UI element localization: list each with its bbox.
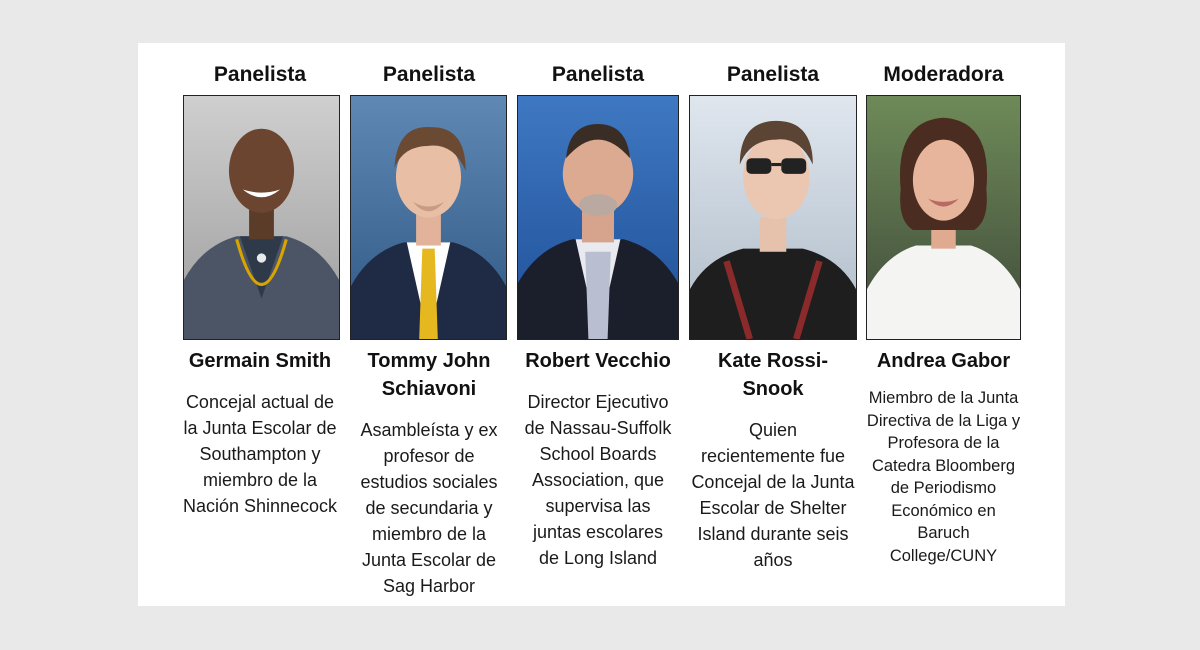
portrait-photo-icon: [183, 95, 340, 340]
person-description: Quien recientemente fue Concejal de la Junta Escolar de Shelter Island durante seis años: [691, 420, 855, 570]
person-name: Andrea Gabor: [876, 350, 1011, 372]
person-description: Director Ejecutivo de Nassau-Suffolk School Boards Association, que supervisa las juntas escolares de Long Island: [524, 392, 672, 568]
portrait-photo-icon: [350, 95, 507, 340]
role-label: Moderadora: [883, 63, 1004, 86]
person-description: Asambleísta y ex profesor de estudios sociales de secundaria y miembro de la Junta Escolar de Sag Harbor: [360, 420, 498, 596]
person-name: Kate Rossi-Snook: [717, 350, 829, 400]
role-label: Panelista: [213, 63, 307, 86]
person-description: Concejal actual de la Junta Escolar de Southampton y miembro de la Nación Shinnecock: [182, 392, 338, 516]
person-name: Germain Smith: [188, 350, 332, 372]
person-name: Tommy John Schiavoni: [367, 350, 491, 400]
role-label: Panelista: [551, 63, 645, 86]
person-name: Robert Vecchio: [525, 350, 671, 372]
portrait-photo-icon: [689, 95, 857, 340]
portrait-photo-icon: [866, 95, 1021, 340]
role-label: Panelista: [726, 63, 820, 86]
role-label: Panelista: [382, 63, 476, 86]
person-description: Miembro de la Junta Directiva de la Liga y Profesora de la Catedra Bloomberg de Periodismo Económico en Baruch College/CUNY: [866, 389, 1021, 565]
portrait-photo-icon: [517, 95, 679, 340]
panel-card: [138, 43, 1065, 606]
